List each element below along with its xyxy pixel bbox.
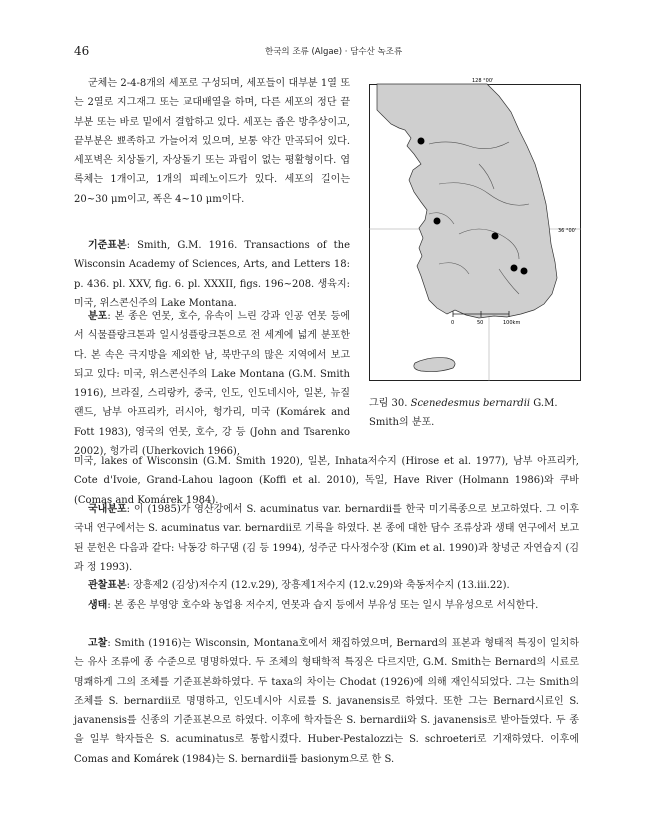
map-marker <box>511 265 518 272</box>
caption-species: Scenedesmus bernardii <box>410 398 531 409</box>
type-specimen-paragraph <box>74 236 350 313</box>
domestic-paragraph <box>74 500 579 577</box>
figure-caption <box>369 394 581 432</box>
type-specimen-text: : Smith, G.M. 1916. Transactions of the Wisconsin Academy of Sciences, Arts, and Letters 18: p. 436. pl. XXV, fig. 6. pl. XXXII, figs. 196~208. 생육지: 미국, 위스콘신주의 Lake Montana. <box>74 240 350 309</box>
specimens-heading: 관찰표본 <box>88 580 127 591</box>
distribution-map <box>369 78 581 381</box>
domestic-heading: 국내분포 <box>88 504 127 515</box>
remarks-text: : Smith (1916)는 Wisconsin, Montana호에서 채집하였으며, Bernard의 표본과 형태적 특징이 일치하는 유사 조류에 종 수준으로 명명하였다. 두 조체의 형태학적 특징은 다르지만, G.M. Smith는 Bernard의 시료로 명쾌하게 그의 조체를 기준표본화하였다. 두 taxa의 차이는 Chodat (1926)에 의해 재인식되었다. 그는 Smith의 조체를 S. bernardii로 명명하고, 인도네시아 시료를 S. javanensis로 하였다. 또한 그는 Bernard시료인 S. javanensis를 신종의 기준표본으로 하였다. 이후에 학자들은 S. bernardii와 S. javanensis로 받아들였다. 두 종을 일부 학자들은 S. acuminatus로 통합시켰다. Huber-Pestalozzi는 S. schroeteri로 기재하였다. 이후에 Comas and Komárek (1984)는 S. bernardii를 basionym으로 한 S. <box>74 638 579 765</box>
remarks-paragraph <box>74 634 579 769</box>
caption-author: G.M. Smith의 분포. <box>369 398 558 428</box>
map-marker <box>521 268 528 275</box>
ecology-text: : 본 종은 부영양 호수와 농업용 저수지, 연못과 습지 등에서 부유성 또는 일시 부유성으로 서식한다. <box>107 600 539 611</box>
map-marker <box>434 218 441 225</box>
ecology-heading: 생태 <box>88 600 108 611</box>
type-specimen-heading: 기준표본 <box>88 240 127 251</box>
caption-prefix: 그림 30. <box>369 398 408 409</box>
specimens-text: : 장흥제2 (김상)저수지 (12.v.29), 장흥제1저수지 (12.v.29)와 축동저수지 (13.iii.22). <box>126 580 510 591</box>
domestic-text: : 이 (1985)가 영산강에서 S. acuminatus var. bernardii를 한국 미기록종으로 보고하였다. 그 이후 국내 연구에서는 S. acuminatus var. bernardii로 기록을 하였다. 본 종에 대한 담수 조류상과 생태 연구에서 보고된 문헌은 다음과 같다: 낙동강 하구댐 (김 등 1994), 성주군 다사정수장 (Kim et al. 1990)과 창녕군 자연습지 (김과 정 1993). <box>74 504 579 573</box>
distribution-heading: 분포 <box>88 311 108 322</box>
description-paragraph <box>74 74 350 209</box>
distribution-text: : 본 종은 연못, 호수, 유속이 느린 강과 인공 연못 등에서 식물플랑크톤과 일시성플랑크톤으로 전 세계에 넓게 분포한다. 본 속은 극지방을 제외한 남, 북반구의 많은 지역에서 보고되고 있다: 미국, 위스콘신주의 Lake Montana (G.M. Smith 1916), 브라질, 스리랑카, 중국, 인도, 인도네시아, 일본, 뉴질랜드, 남부 아프리카, 러시아, 헝가리, 미국 (Komárek and Fott 1983), 영국의 연못, 호수, 강 등 (John and Tsarenko 2002), 헝가리 (Uherkovich 1966), <box>74 311 350 458</box>
map-marker <box>418 138 425 145</box>
scale-tick-50: 50 <box>477 320 484 326</box>
ecology-paragraph <box>74 596 579 615</box>
longitude-label: 128 °00' <box>472 78 494 84</box>
running-header: 한국의 조류 (Algae) · 담수산 녹조류 <box>265 47 403 57</box>
scale-tick-0: 0 <box>451 320 455 326</box>
remarks-heading: 고찰 <box>88 638 108 649</box>
description-text: 군체는 2-4-8개의 세포로 구성되며, 세포들이 대부분 1열 또는 2열로 지그재그 또는 교대배열을 하며, 다른 세포의 정단 끝부분 또는 바로 밑에서 결합하고 있다. 세포는 좁은 방추상이고, 끝부분은 뾰족하고 가늘어져 있으며, 보통 약간 만곡되어 있다. 세포벽은 치상돌기, 자상돌기 또는 과립이 없는 평활형이다. 엽록체는 1개이고, 1개의 피레노이드가 있다. 세포의 길이는 20~30 μm이고, 폭은 4~10 μm이다. <box>74 78 350 205</box>
distribution-text-wide: 미국, lakes of Wisconsin (G.M. Smith 1920), 일본, Inhata저수지 (Hirose et al. 1977), 남부 아프리카, Cote d'Ivoie, Grand-Lahou lagoon (Koffi et al. 2010), 독일, Have River (Holmann 1986)와 쿠바 (Comas and Komárek 1984). <box>74 456 579 506</box>
map-marker <box>492 233 499 240</box>
specimens-paragraph <box>74 576 579 595</box>
distribution-paragraph <box>74 307 350 461</box>
scale-tick-100: 100km <box>503 320 521 326</box>
page-number: 46 <box>74 44 90 58</box>
latitude-label: 36 °00' <box>558 228 577 234</box>
